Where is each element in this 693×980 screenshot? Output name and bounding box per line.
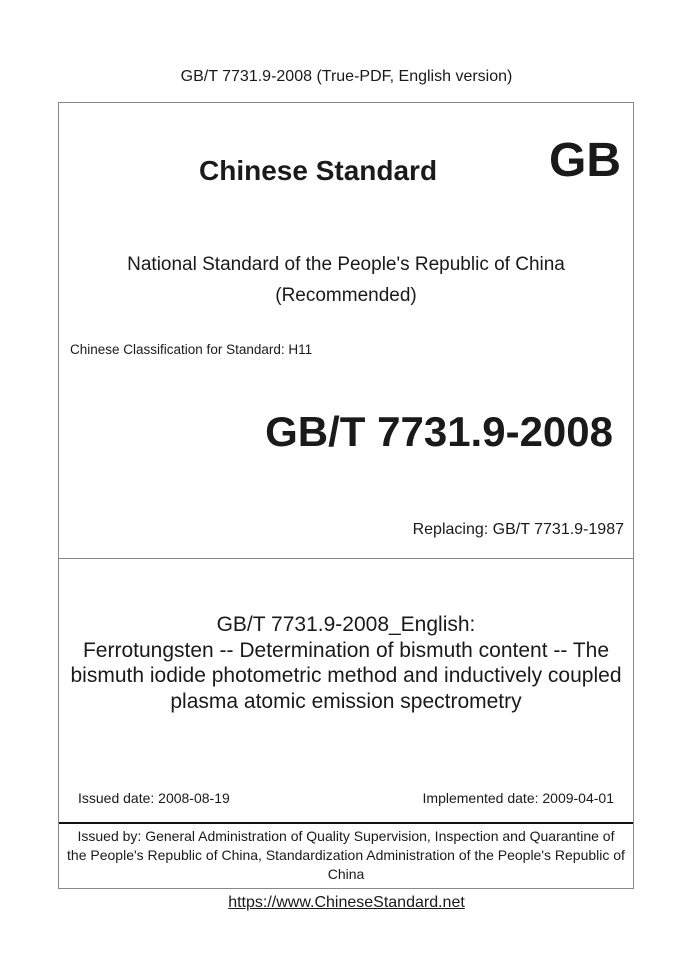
issuer-line: China xyxy=(327,866,365,882)
recommended-label: (Recommended) xyxy=(275,285,417,306)
section-divider xyxy=(59,558,633,559)
issuer-divider xyxy=(59,822,633,824)
national-standard-heading xyxy=(59,249,633,311)
english-title xyxy=(59,612,633,714)
gb-mark: GB xyxy=(549,134,621,187)
national-standard-line: National Standard of the People's Republic of China xyxy=(127,254,565,275)
implemented-date: Implemented date: 2009-04-01 xyxy=(422,790,614,806)
replacing-label: Replacing: GB/T 7731.9-1987 xyxy=(412,521,624,538)
english-title-line: GB/T 7731.9-2008_English: xyxy=(216,613,476,636)
issued-date: Issued date: 2008-08-19 xyxy=(78,790,230,806)
english-title-line: plasma atomic emission spectrometry xyxy=(170,689,522,713)
cover-title: Chinese Standard xyxy=(199,155,438,186)
english-title-line: Ferrotungsten -- Determination of bismuth content -- The xyxy=(82,638,609,662)
footer xyxy=(0,894,693,912)
website-link[interactable]: https://www.ChineseStandard.net xyxy=(228,894,465,911)
standard-number: GB/T 7731.9-2008 xyxy=(265,408,613,455)
english-title-line: bismuth iodide photometric method and inductively coupled xyxy=(70,664,622,687)
cover-frame xyxy=(58,102,634,889)
issuer-line: Issued by: General Administration of Quality Supervision, Inspection and Quarantine of xyxy=(77,828,615,844)
document-header: GB/T 7731.9-2008 (True-PDF, English version) xyxy=(180,68,513,85)
issuer-line: the People's Republic of China, Standardization Administration of the People's Republic of xyxy=(67,847,625,863)
issuer-block xyxy=(59,827,633,884)
classification-label: Chinese Classification for Standard: H11 xyxy=(70,342,313,357)
